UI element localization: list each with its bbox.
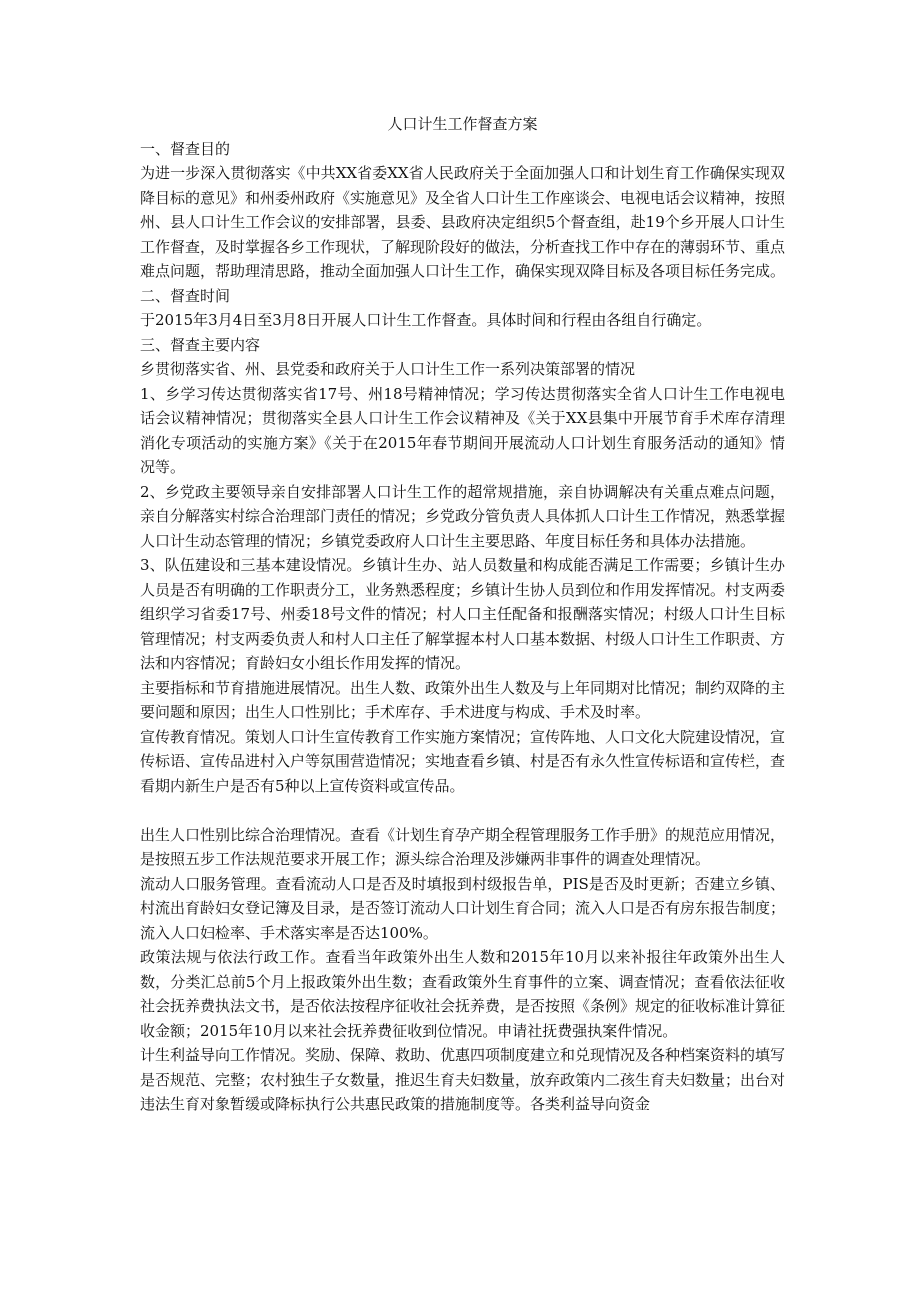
paragraph-purpose: 为进一步深入贯彻落实《中共XX省委XX省人民政府关于全面加强人口和计划生育工作确保实现双降目标的意见》和州委州政府《实施意见》及全省人口计生工作座谈会、电视电话会议精神，按照州、县人口计生工作会议的安排部署，县委、县政府决定组织5个督查组，赴19个乡开展人口计生工作督查，及时掌握各乡工作现状，了解现阶段好的做法，分析查找工作中存在的薄弱环节、重点难点问题，帮助理清思路，推动全面加强人口计生工作，确保实现双降目标及各项目标任务完成。 xyxy=(140,164,786,280)
document-page xyxy=(140,112,785,1117)
section-heading-time: 二、督查时间 xyxy=(140,286,231,305)
section-heading-content: 三、督查主要内容 xyxy=(140,335,261,354)
paragraph-sex-ratio: 出生人口性别比综合治理情况。查看《计划生育孕产期全程管理服务工作手册》的规范应用情况，是按照五步工作法规范要求开展工作；源头综合治理及涉嫌两非事件的调查处理情况。 xyxy=(140,825,786,868)
paragraph-item-1: 1、乡学习传达贯彻落实省17号、州18号精神情况；学习传达贯彻落实全省人口计生工作电视电话会议精神情况；贯彻落实全县人口计生工作会议精神及《关于XX县集中开展节育手术库存清理消化专项活动的实施方案》《关于在2015年春节期间开展流动人口计划生育服务活动的通知》情况等。 xyxy=(140,384,785,476)
section-heading-purpose: 一、督查目的 xyxy=(140,139,231,158)
paragraph-floating-population: 流动人口服务管理。查看流动人口是否及时填报到村级报告单，PIS是否及时更新；否建立乡镇、村流出育龄妇女登记簿及目录，是否签订流动人口计划生育合同；流入人口是否有房东报告制度；流入人口妇检率、手术落实率是否达100%。 xyxy=(140,874,786,942)
paragraph-benefit-guidance: 计生利益导向工作情况。奖励、保障、救助、优惠四项制度建立和兑现情况及各种档案资料的填写是否规范、完整；农村独生子女数量，推迟生育夫妇数量，放弃政策内二孩生育夫妇数量；出台对违法生育对象暂缓或降标执行公共惠民政策的措施制度等。各类利益导向资金 xyxy=(140,1046,786,1113)
paragraph-publicity: 宣传教育情况。策划人口计生宣传教育工作实施方案情况；宣传阵地、人口文化大院建设情况，宣传标语、宣传品进村入户等氛围营造情况；实地查看乡镇、村是否有永久性宣传标语和宣传栏，查看期内新生户是否有5种以上宣传资料或宣传品。 xyxy=(140,727,786,795)
paragraph-indicators: 主要指标和节育措施进展情况。出生人数、政策外出生人数及与上年同期对比情况；制约双降的主要问题和原因；出生人口性别比；手术库存、手术进度与构成、手术及时率。 xyxy=(140,678,786,721)
paragraph-law-enforcement: 政策法规与依法行政工作。查看当年政策外出生人数和2015年10月以来补报往年政策外出生人数，分类汇总前5个月上报政策外出生数；查看政策外生育事件的立案、调查情况；查看依法征收社会抚养费执法文书，是否依法按程序征收社会抚养费，是否按照《条例》规定的征收标准计算征收金额；2015年10月以来社会抚养费征收到位情况。申请社抚费强执案件情况。 xyxy=(140,948,786,1040)
paragraph-item-3: 3、队伍建设和三基本建设情况。乡镇计生办、站人员数量和构成能否满足工作需要；乡镇计生办人员是否有明确的工作职责分工，业务熟悉程度；乡镇计生协人员到位和作用发挥情况。村支两委组织学习省委17号、州委18号文件的情况；村人口主任配备和报酬落实情况；村级人口计生目标管理情况；村支两委负责人和村人口主任了解掌握本村人口基本数据、村级人口计生工作职责、方法和内容情况；育龄妇女小组长作用发挥的情况。 xyxy=(140,556,786,672)
document-title: 人口计生工作督查方案 xyxy=(387,115,538,133)
paragraph-item-2: 2、乡党政主要领导亲自安排部署人口计生工作的超常规措施，亲自协调解决有关重点难点问题，亲自分解落实村综合治理部门责任的情况；乡党政分管负责人具体抓人口计生工作情况，熟悉掌握人口计生动态管理的情况；乡镇党委政府人口计生主要思路、年度目标任务和具体办法措施。 xyxy=(140,482,786,550)
blank-line xyxy=(140,798,785,823)
paragraph-time: 于2015年3月4日至3月8日开展人口计生工作督查。具体时间和行程由各组自行确定。 xyxy=(140,311,712,329)
paragraph-content-intro: 乡贯彻落实省、州、县党委和政府关于人口计生工作一系列决策部署的情况 xyxy=(140,360,636,378)
